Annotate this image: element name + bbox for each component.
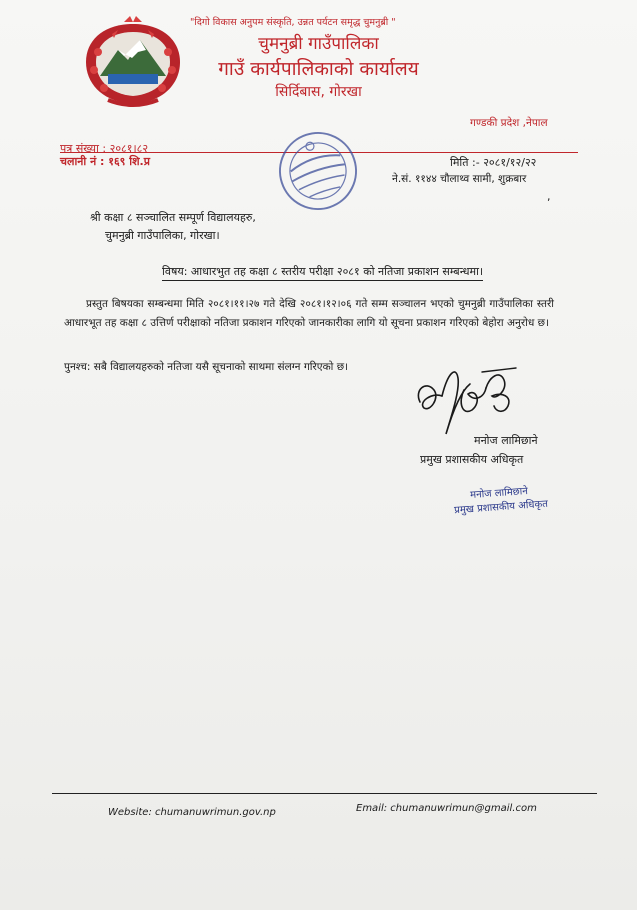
reference-number: पत्र संख्या : २०८१।८२	[60, 142, 149, 155]
signatory-name: मनोज लामिछाने	[474, 434, 538, 447]
office-round-stamp-icon	[262, 123, 374, 218]
recipient-line-2: चुमनुब्री गाउँपालिका, गोरखा।	[105, 229, 220, 242]
subject-line: विषय: आधारभुत तह कक्षा ८ स्तरीय परीक्षा २०८१ को नतिजा प्रकाशन सम्बन्धमा।	[162, 264, 483, 281]
province-text: गण्डकी प्रदेश ,नेपाल	[470, 117, 548, 129]
nepal-sambat-date: ने.सं. ११४४ चौलाथ्व सामी, शुक्रबार	[392, 173, 527, 185]
seal-title-stamp: प्रमुख प्रशासकीय अधिकृत	[453, 498, 549, 517]
motto-text: "दिगो विकास अनुपम संस्कृति, उन्नत पर्यटन समृद्ध चुमनुब्री "	[190, 17, 396, 28]
letter-date: मिति :- २०८१/१२/२२	[450, 156, 537, 169]
footer-email: Email: chumanuwrimun@gmail.com	[356, 803, 537, 814]
body-paragraph: प्रस्तुत बिषयका सम्बन्धमा मिति २०८१।११।२७ गते देखि २०८१।१२।०६ गते सम्म सञ्चालन भएको चुमनुब्री गाउँपालिका स्तरी आधारभूत तह कक्षा ८ उत्तिर्ण परीक्षाको नतिजा प्रकाशन गरिएको जानकारीका लागि यो सूचना प्रकाशन गरिएको बेहोरा अनुरोध छ।	[64, 298, 554, 329]
seal-name-stamp: मनोज लामिछाने	[469, 485, 529, 501]
org-name-municipality: चुमनुब्री गाउँपालिका	[258, 34, 379, 54]
dispatch-number: चलानी नं : १६९ शि.प्र	[60, 155, 150, 168]
footer-divider	[52, 793, 597, 794]
postscript: पुनश्च: सबै विद्यालयहरुको नतिजा यसै सूचनाको साथमा संलग्न गरिएको छ।	[64, 361, 349, 373]
trailing-mark: ,	[547, 190, 551, 203]
org-name-office: गाउँ कार्यपालिकाको कार्यालय	[218, 58, 419, 80]
recipient-line-1: श्री कक्षा ८ सञ्चालित सम्पूर्ण विद्यालयहरु,	[90, 211, 256, 224]
org-address: सिर्दिबास, गोरखा	[275, 84, 362, 100]
footer-website: Website: chumanuwrimun.gov.np	[108, 807, 276, 818]
handwritten-signature-icon	[412, 362, 524, 442]
signatory-title: प्रमुख प्रशासकीय अधिकृत	[420, 453, 524, 466]
